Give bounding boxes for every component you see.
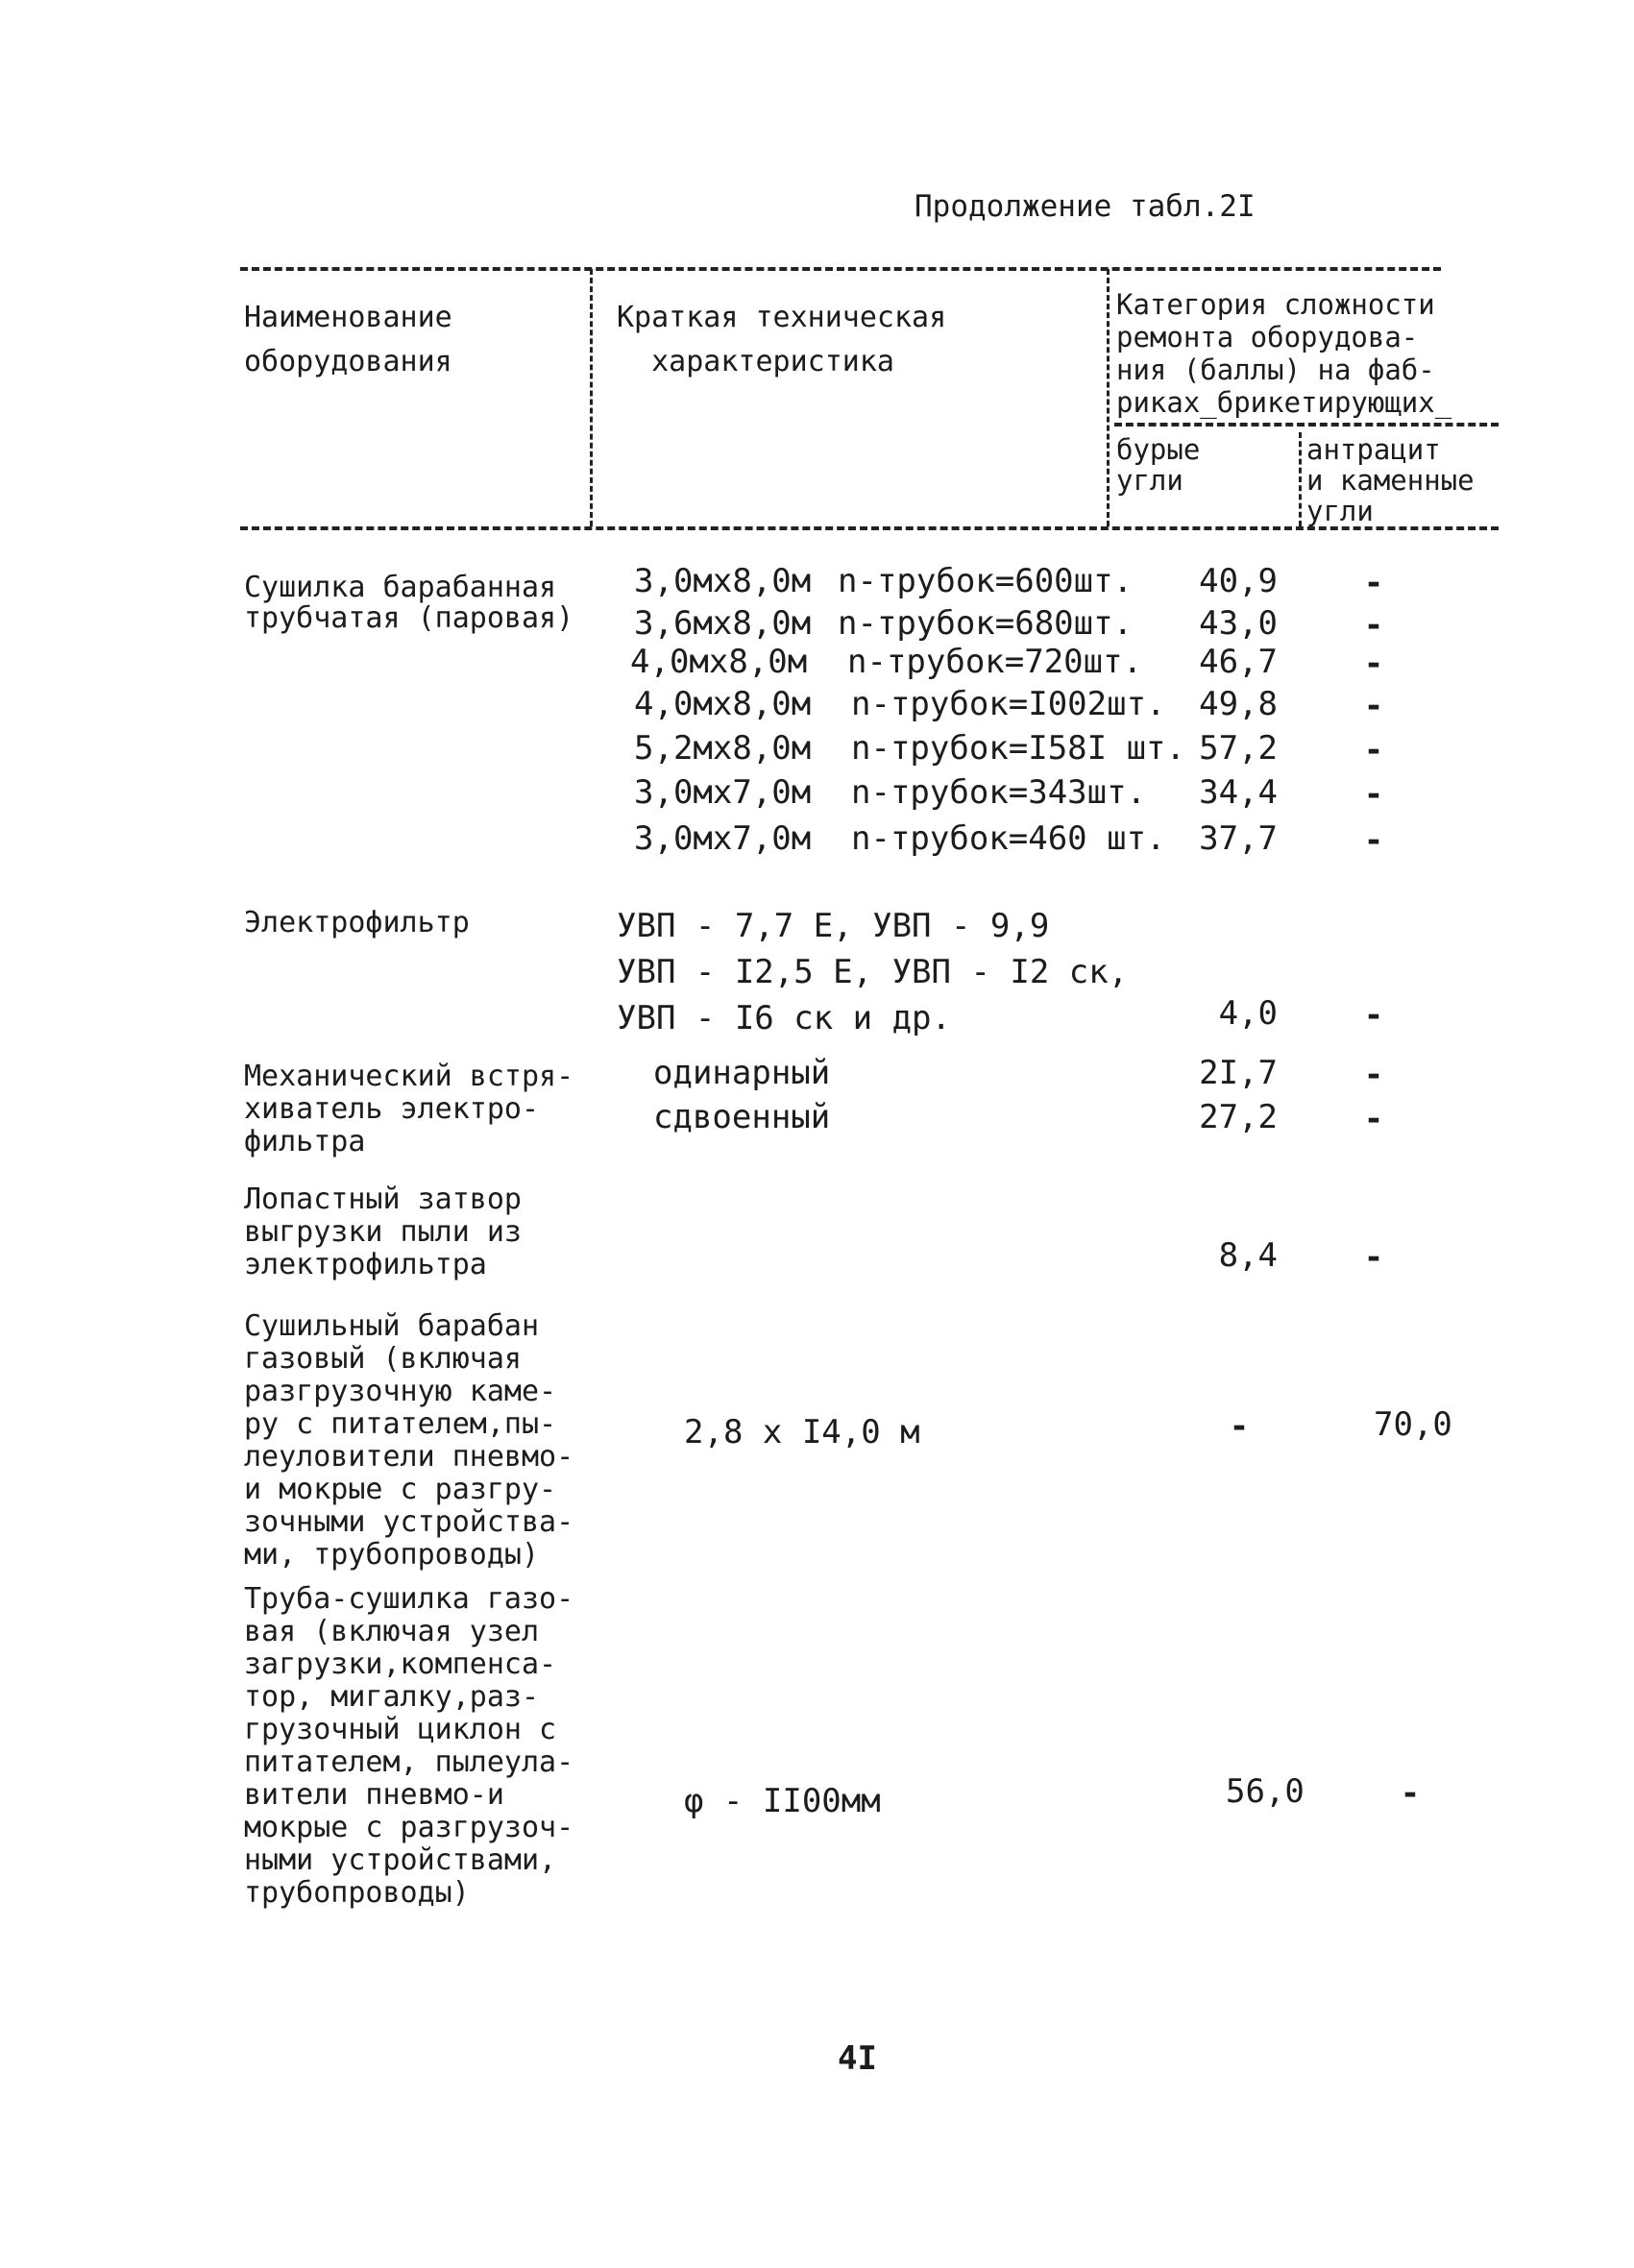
dryer-anthracite-score: - <box>1363 687 1384 725</box>
dryer-tube-count: n-трубок=680шт. <box>838 604 1134 643</box>
dryer-tube-count: n-трубок=720шт. <box>847 643 1143 681</box>
gate-anthracite: - <box>1363 1238 1384 1277</box>
dryer-brown-score: 57,2 <box>1199 729 1278 768</box>
page-number: 4I <box>838 2039 877 2078</box>
dryer-anthracite-score: - <box>1363 606 1384 645</box>
drum-brown: - <box>1229 1407 1250 1446</box>
dryer-tube-count: n-трубок=460 шт. <box>851 819 1166 858</box>
dryer-brown-score: 40,9 <box>1199 562 1278 600</box>
dryer-size: 4,0мх8,0м <box>634 685 812 723</box>
dryer-brown-score: 34,4 <box>1199 773 1278 812</box>
electrofilter-name: Электрофильтр <box>244 906 470 939</box>
shaker-type: сдвоенный <box>653 1098 831 1136</box>
shaker-anthracite-score: - <box>1363 1056 1384 1094</box>
header-brown-coal: бурые угли <box>1116 433 1201 497</box>
header-divider-2 <box>1107 269 1110 526</box>
dryer-tube-count: n-трубок=343шт. <box>851 773 1147 812</box>
drum-anthracite: 70,0 <box>1374 1405 1452 1444</box>
dryer-name: Сушилка барабанная трубчатая (паровая) <box>244 571 574 635</box>
dryer-brown-score: 46,7 <box>1199 643 1278 681</box>
header-divider-1 <box>590 269 593 526</box>
dryer-size: 3,0мх7,0м <box>634 819 812 858</box>
header-category: Категория сложности ремонта оборудова- ния (баллы) на фаб- риках_брикетирующих_ <box>1116 288 1452 419</box>
dryer-anthracite-score: - <box>1363 645 1384 683</box>
dryer-brown-score: 37,7 <box>1199 819 1278 858</box>
tube-spec: φ - II00мм <box>684 1782 881 1820</box>
dryer-brown-score: 43,0 <box>1199 604 1278 643</box>
shaker-type: одинарный <box>653 1054 831 1092</box>
tube-brown: 56,0 <box>1226 1772 1305 1811</box>
dryer-tube-count: n-трубок=I58I шт. <box>851 729 1185 768</box>
electrofilter-anthracite: - <box>1363 996 1384 1035</box>
electrofilter-spec: УВП - 7,7 Е, УВП - 9,9 УВП - I2,5 Е, УВП - I2 ск, УВП - I6 ск и др. <box>617 907 1129 1037</box>
dryer-size: 3,0мх8,0м <box>634 562 812 600</box>
tube-name: Труба-сушилка газо- вая (включая узел загрузки,компенса- тор, мигалку,раз- грузочный циклон с питателем, пылеула- вители пневмо-и мокрые с разгрузоч- ными устройствами, трубопроводы) <box>244 1582 574 1910</box>
electrofilter-brown: 4,0 <box>1218 994 1278 1033</box>
dryer-anthracite-score: - <box>1363 821 1384 860</box>
drum-name: Сушильный барабан газовый (включая разгрузочную каме- ру с питателем,пы- леуловители пневмо- и мокрые с разгру- зочными устройства- ми, трубопроводы) <box>244 1309 574 1572</box>
drum-spec: 2,8 х I4,0 м <box>684 1413 920 1451</box>
header-spec: Краткая техническая характеристика <box>617 301 947 378</box>
table-caption: Продолжение табл.2I <box>915 189 1256 224</box>
dryer-size: 3,0мх7,0м <box>634 773 812 812</box>
gate-brown: 8,4 <box>1218 1236 1278 1275</box>
dryer-tube-count: n-трубок=I002шт. <box>851 685 1166 723</box>
dryer-size: 4,0мх8,0м <box>630 643 808 681</box>
dryer-tube-count: n-трубок=600шт. <box>838 562 1134 600</box>
shaker-name: Механический встря- хиватель электро- фильтра <box>244 1060 574 1158</box>
gate-name: Лопастный затвор выгрузки пыли из электрофильтра <box>244 1183 522 1281</box>
tube-anthracite: - <box>1400 1774 1421 1813</box>
dryer-anthracite-score: - <box>1363 775 1384 814</box>
category-split-rule <box>1114 423 1499 427</box>
shaker-anthracite-score: - <box>1363 1100 1384 1138</box>
header-name: Наименование оборудования <box>244 301 452 378</box>
dryer-brown-score: 49,8 <box>1199 685 1278 723</box>
dryer-anthracite-score: - <box>1363 564 1384 602</box>
header-top-rule <box>240 267 1441 271</box>
dryer-size: 5,2мх8,0м <box>634 729 812 768</box>
header-anthracite: антрацит и каменные угли <box>1306 433 1475 527</box>
shaker-brown-score: 2I,7 <box>1199 1054 1278 1092</box>
header-divider-3 <box>1299 432 1302 526</box>
shaker-brown-score: 27,2 <box>1199 1098 1278 1136</box>
dryer-anthracite-score: - <box>1363 731 1384 769</box>
dryer-size: 3,6мх8,0м <box>634 604 812 643</box>
